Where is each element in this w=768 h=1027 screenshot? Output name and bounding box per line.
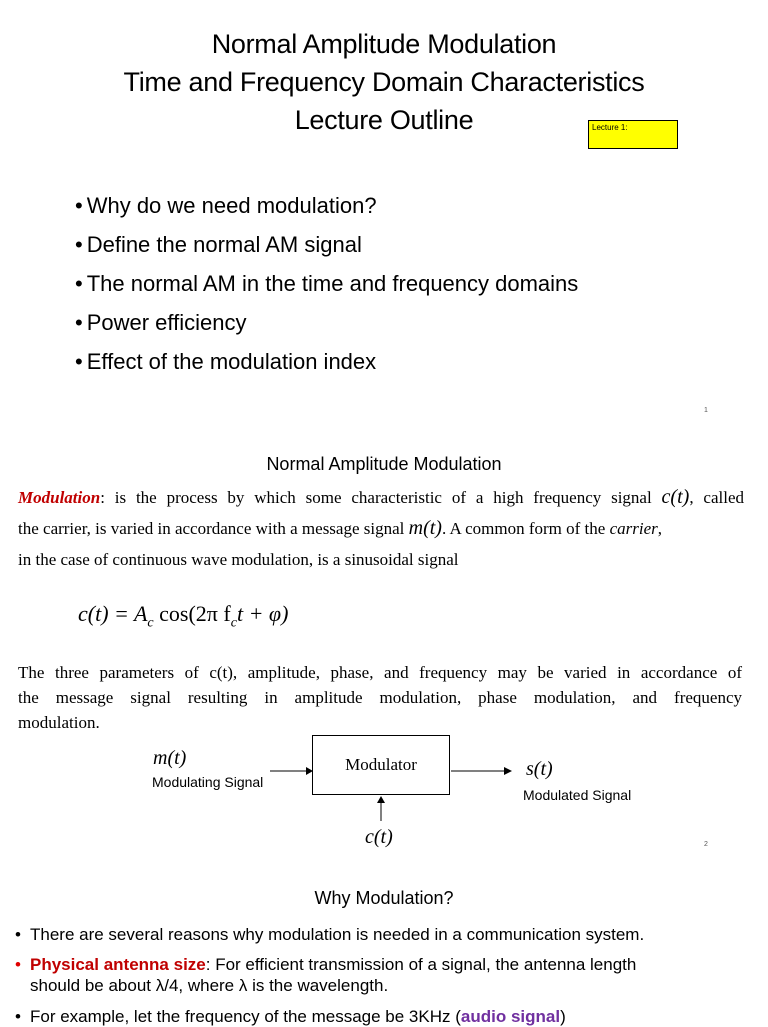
outline-bullet: • The normal AM in the time and frequency domains bbox=[75, 271, 579, 296]
modulation-definition bbox=[18, 482, 744, 575]
output-symbol: s(t) bbox=[526, 758, 553, 780]
carrier-word: carrier bbox=[609, 519, 658, 538]
output-arrow bbox=[451, 764, 513, 778]
modulation-term: Modulation bbox=[18, 488, 101, 507]
slide-1-title-line-2: Time and Frequency Domain Characteristics bbox=[123, 67, 645, 97]
outline-bullet: • Power efficiency bbox=[75, 310, 247, 335]
page-number: 1 bbox=[704, 407, 708, 414]
definition-line-2: the carrier, is varied in accordance with a message signal m(t). A common form of the carrier, bbox=[18, 517, 662, 539]
slide-2-title: Normal Amplitude Modulation bbox=[266, 454, 502, 474]
params-line-3: modulation. bbox=[18, 713, 100, 732]
modulator-block: Modulator bbox=[312, 735, 450, 795]
parameters-paragraph bbox=[18, 660, 742, 735]
carrier-equation: $c(t) = A_c$ cos(2π $f_ct + \varphi$) bbox=[78, 601, 289, 631]
definition-line-1: Modulation: is the process by which some characteristic of a high frequency signal c(t), called bbox=[18, 486, 744, 508]
outline-bullet: • Effect of the modulation index bbox=[75, 349, 377, 374]
antenna-size-bullet: • Physical antenna size: For efficient transmission of a signal, the antenna length should be about λ/4, where λ is the wavelength. bbox=[15, 955, 637, 995]
params-line-1: The three parameters of c(t), amplitude, phase, and frequency may be varied in accordance of bbox=[18, 663, 742, 682]
antenna-size-term: Physical antenna size bbox=[30, 955, 206, 974]
slide-3-title: Why Modulation? bbox=[314, 888, 454, 908]
carrier-input-symbol: c(t) bbox=[365, 826, 393, 848]
slide-1-title-line-3: Lecture Outline bbox=[294, 105, 474, 135]
input-label: Modulating Signal bbox=[152, 774, 264, 790]
output-label: Modulated Signal bbox=[523, 787, 632, 803]
input-symbol: m(t) bbox=[153, 747, 187, 769]
reason-bullet: • There are several reasons why modulation is needed in a communication system. bbox=[15, 925, 645, 944]
carrier-symbol: c(t) bbox=[661, 486, 690, 508]
params-line-2: the message signal resulting in amplitude modulation, phase modulation, and frequency bbox=[18, 688, 742, 707]
audio-signal-highlight: audio signal bbox=[460, 1007, 561, 1026]
carrier-arrow bbox=[374, 795, 388, 821]
definition-line-3: in the case of continuous wave modulation, is a sinusoidal signal bbox=[18, 550, 459, 569]
page-number: 2 bbox=[704, 841, 708, 848]
outline-bullet: • Why do we need modulation? bbox=[75, 193, 377, 218]
example-bullet: • For example, let the frequency of the message be 3KHz (audio signal) bbox=[15, 1007, 566, 1026]
outline-bullet: • Define the normal AM signal bbox=[75, 232, 362, 257]
slide-1-title-line-1: Normal Amplitude Modulation bbox=[211, 29, 557, 59]
message-symbol: m(t) bbox=[408, 517, 442, 539]
input-arrow bbox=[270, 764, 314, 778]
lecture-tag: Lecture 1: bbox=[588, 120, 678, 149]
